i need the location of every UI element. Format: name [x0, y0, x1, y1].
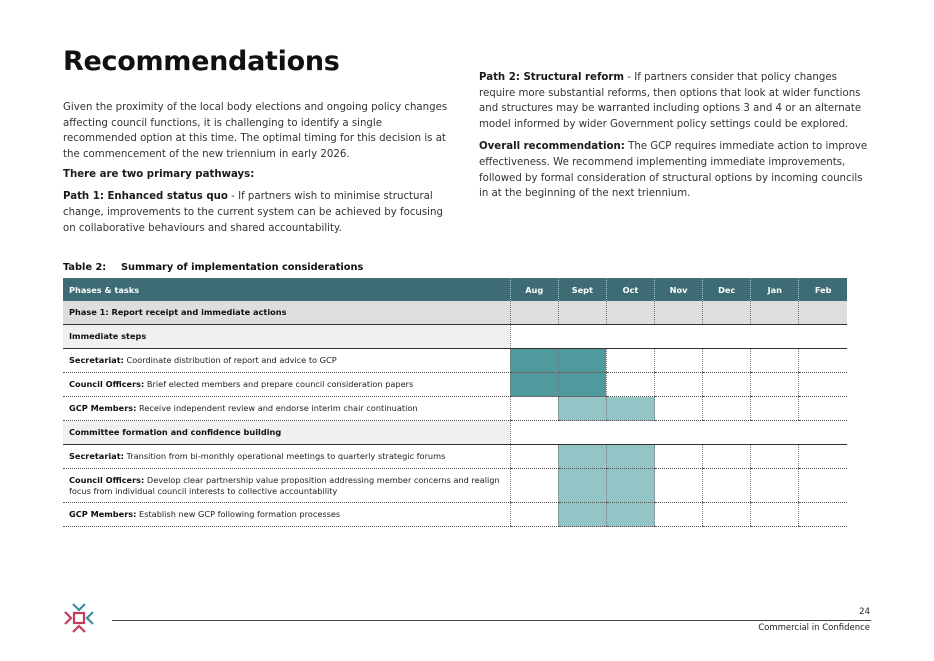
phase-label: Phase 1: Report receipt and immediate actions [63, 301, 510, 325]
footer-divider [112, 620, 871, 621]
gantt-cell [799, 469, 847, 503]
task-row [63, 503, 847, 527]
gantt-cell [751, 445, 799, 469]
gantt-cell [751, 301, 799, 325]
gantt-bar-light [558, 503, 606, 527]
task-text: Coordinate distribution of report and advice to GCP [123, 355, 337, 365]
intro-paragraph: Given the proximity of the local body elections and ongoing policy changes affecting council functions, it is challenging to identify a single recommended option at this time. The optimal timing for this decision is at the commencement of the new triennium in early 2026. [63, 102, 448, 160]
gantt-cell [606, 349, 654, 373]
gantt-cell [799, 349, 847, 373]
gantt-cell [655, 373, 703, 397]
gantt-bar-dark [558, 373, 606, 397]
table-caption-number: Table 2: [63, 262, 107, 273]
gantt-cell [655, 469, 703, 503]
path1-title: Path 1: Enhanced status quo [63, 191, 228, 203]
gantt-bar-light [606, 469, 654, 503]
path2-title: Path 2: Structural reform [479, 72, 625, 83]
path2-paragraph [479, 70, 871, 132]
header-month-nov: Nov [655, 278, 703, 301]
gantt-bar-dark [558, 349, 606, 373]
table-caption [63, 262, 363, 273]
header-month-aug: Aug [510, 278, 558, 301]
gantt-cell [510, 469, 558, 503]
gantt-bar-light [558, 445, 606, 469]
gantt-cell [799, 301, 847, 325]
task-description [63, 503, 510, 527]
task-text: Develop clear partnership value proposition addressing member concerns and realign focus from individual council interests to collective accountability [69, 474, 500, 496]
gantt-cell [799, 503, 847, 527]
task-role: GCP Members: [69, 509, 137, 519]
path1-text: - If partners wish to minimise structural change, improvements to the current system can be achieved by focusing on collaborative behaviours and shared accountability. [63, 191, 443, 234]
gantt-cell [751, 397, 799, 421]
task-text: Brief elected members and prepare council consideration papers [144, 379, 414, 389]
gantt-cell [558, 301, 606, 325]
gantt-cell [703, 349, 751, 373]
header-month-sept: Sept [558, 278, 606, 301]
partnership-logo-icon [62, 601, 96, 635]
table-header-row [63, 278, 847, 301]
task-text: Establish new GCP following formation processes [136, 509, 341, 519]
path1-paragraph [63, 189, 448, 236]
gantt-cell [655, 301, 703, 325]
task-role: Secretariat: [69, 355, 124, 365]
section-spacer [510, 325, 847, 349]
gantt-bar-light [558, 397, 606, 421]
gantt-cell [751, 503, 799, 527]
left-column [63, 100, 448, 243]
phase-row [63, 301, 847, 325]
gantt-cell [655, 445, 703, 469]
section-row [63, 421, 847, 445]
task-role: GCP Members: [69, 403, 137, 413]
task-role: Secretariat: [69, 451, 124, 461]
gantt-cell [606, 301, 654, 325]
gantt-cell [703, 503, 751, 527]
gantt-cell [510, 397, 558, 421]
task-row [63, 469, 847, 503]
gantt-cell [799, 445, 847, 469]
gantt-cell [799, 397, 847, 421]
section-spacer [510, 421, 847, 445]
right-column [479, 70, 871, 209]
gantt-cell [655, 503, 703, 527]
overall-title: Overall recommendation: [479, 141, 625, 153]
task-description [63, 373, 510, 397]
task-description [63, 397, 510, 421]
gantt-cell [751, 469, 799, 503]
gantt-cell [799, 373, 847, 397]
task-row [63, 349, 847, 373]
gantt-cell [510, 503, 558, 527]
task-row [63, 397, 847, 421]
gantt-cell [703, 373, 751, 397]
gantt-cell [703, 469, 751, 503]
page-title: Recommendations [63, 46, 340, 77]
implementation-table [63, 278, 847, 527]
header-phases-tasks: Phases & tasks [63, 278, 510, 301]
gantt-bar-light [606, 445, 654, 469]
gantt-cell [655, 349, 703, 373]
gantt-cell [606, 373, 654, 397]
gantt-cell [751, 373, 799, 397]
gantt-bar-light [558, 469, 606, 503]
gantt-bar-dark [510, 349, 558, 373]
classification-label: Commercial in Confidence [758, 623, 870, 633]
gantt-bar-light [606, 503, 654, 527]
header-month-jan: Jan [751, 278, 799, 301]
gantt-cell [510, 301, 558, 325]
task-description [63, 445, 510, 469]
overall-paragraph [479, 139, 871, 201]
gantt-cell [510, 445, 558, 469]
gantt-cell [751, 349, 799, 373]
task-role: Council Officers: [69, 474, 145, 485]
header-month-dec: Dec [703, 278, 751, 301]
gantt-cell [655, 397, 703, 421]
section-row [63, 325, 847, 349]
page-number: 24 [859, 607, 870, 617]
task-row [63, 445, 847, 469]
overall-text: The GCP requires immediate action to improve effectiveness. We recommend implementing immediate improvements, followed by formal consideration of structural options by incoming councils in at the beginning of the next triennium. [479, 141, 868, 200]
gantt-cell [703, 397, 751, 421]
table-caption-title: Summary of implementation considerations [121, 262, 364, 273]
section-label: Committee formation and confidence building [63, 421, 510, 445]
section-label: Immediate steps [63, 325, 510, 349]
task-text: Receive independent review and endorse interim chair continuation [136, 403, 418, 413]
header-month-oct: Oct [606, 278, 654, 301]
gantt-bar-light [606, 397, 654, 421]
task-row [63, 373, 847, 397]
gantt-cell [703, 301, 751, 325]
header-month-feb: Feb [799, 278, 847, 301]
task-description [63, 469, 510, 503]
path2-text: - If partners consider that policy changes require more substantial reforms, then options that look at wider functions and structures may be warranted including options 3 and 4 or an alternate model informed by wider Government policy settings could be explored. [479, 72, 862, 130]
gantt-bar-dark [510, 373, 558, 397]
gantt-cell [703, 445, 751, 469]
task-text: Transition from bi-monthly operational meetings to quarterly strategic forums [123, 451, 446, 461]
pathways-heading: There are two primary pathways: [63, 169, 255, 181]
task-description [63, 349, 510, 373]
task-role: Council Officers: [69, 379, 145, 389]
